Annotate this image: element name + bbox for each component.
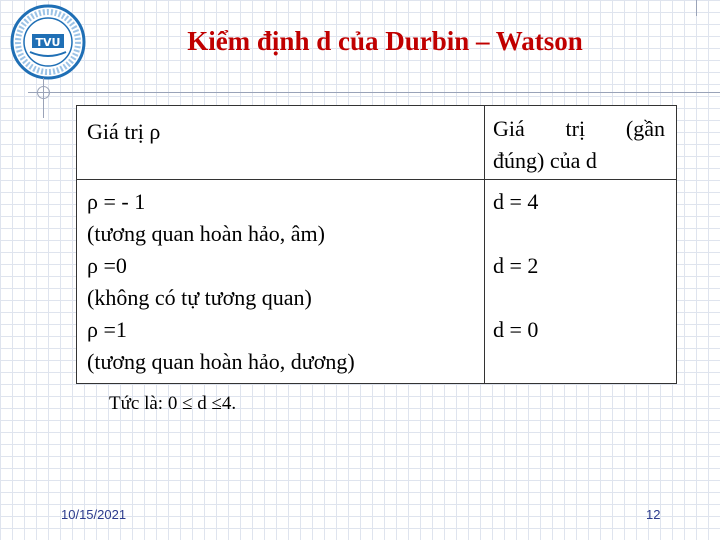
page-number: 12 <box>646 507 661 522</box>
decorative-rule <box>28 92 720 93</box>
rho-line: (tương quan hoàn hảo, dương) <box>87 349 355 374</box>
d-values <box>493 186 538 378</box>
footer-date: 10/15/2021 <box>61 507 127 522</box>
rho-cases <box>87 186 355 378</box>
rho-line: ρ =0 <box>87 253 127 278</box>
decorative-circle <box>37 86 50 99</box>
conclusion-note: Tức là: 0 ≤ d ≤4. <box>109 393 237 414</box>
durbin-watson-table <box>76 105 677 384</box>
d-line <box>493 282 538 314</box>
d-line: d = 4 <box>493 189 539 214</box>
column-divider <box>484 106 485 383</box>
d-line <box>493 346 538 378</box>
header-divider <box>77 179 676 180</box>
svg-text:TVU: TVU <box>35 36 61 49</box>
d-line: d = 2 <box>493 253 539 278</box>
header-d-line-2: đúng) của d <box>493 148 597 173</box>
rho-line: (không có tự tương quan) <box>87 285 312 310</box>
rho-line: (tương quan hoàn hảo, âm) <box>87 221 325 246</box>
header-d-value <box>493 113 665 177</box>
header-word-3: (gần <box>625 116 665 141</box>
header-word-2: trị <box>565 116 586 141</box>
d-line: d = 0 <box>493 317 539 342</box>
university-seal-icon <box>6 4 90 80</box>
slide-title: Kiểm định d của Durbin – Watson <box>187 26 583 56</box>
header-word-1: Giá <box>493 116 525 141</box>
rho-line: ρ = - 1 <box>87 189 146 214</box>
header-rho-value: Giá trị ρ <box>87 119 161 144</box>
rho-line: ρ =1 <box>87 317 127 342</box>
decorative-line <box>696 0 697 16</box>
d-line <box>493 218 538 250</box>
header-d-line-1 <box>493 113 665 145</box>
